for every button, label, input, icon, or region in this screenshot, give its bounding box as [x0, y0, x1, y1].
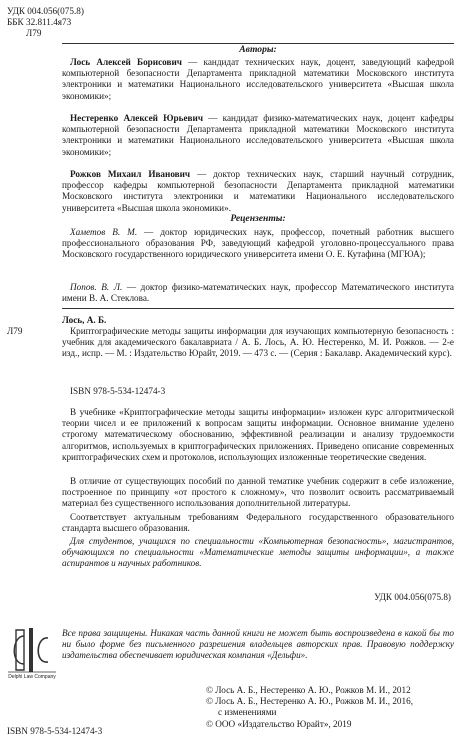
- reviewer-entry-2: [62, 282, 454, 304]
- bbk-code: ББК 32.811.4я73: [7, 17, 72, 27]
- reviewer-desc: — доктор юридических наук, профессор, почетный работник высшего профессионального образования РФ, заведующий кафедрой уголовно-процессуального права Московского государственного юридического университета имени О. Е. Кутафина (МГЮА);: [62, 227, 454, 260]
- biblio-code: Л79: [7, 326, 23, 336]
- author-sign: Л79: [26, 28, 42, 38]
- classification-codes: [7, 6, 84, 39]
- delphi-logo: [6, 624, 58, 684]
- biblio-description: Криптографические методы защиты информации для изучающих компьютерную безопасность : учебник для академического бакалавриата / А. Б. Лось, А. Ю. Нестеренко, М. И. Рожков. — 2-е изд., испр. — М. : Издательство Юрайт, 2019. — 473 с. — (Серия : Бакалавр. Академический курс).: [62, 326, 454, 359]
- author-entry-3: [62, 169, 454, 214]
- udk-bottom: УДК 004.056(075.8): [374, 592, 451, 602]
- copyright-line: с изменениями: [218, 707, 277, 718]
- middle-rule: [62, 308, 454, 309]
- biblio-isbn: ISBN 978-5-534-12474-3: [70, 386, 166, 396]
- reviewer-name: Хаметов В. М.: [70, 227, 138, 237]
- abstract-paragraph-3: Соответствует актуальным требованиям Федерального государственного образовательного стандарта высшего образования.: [62, 512, 454, 534]
- reviewer-name: Попов. В. Л.: [70, 282, 123, 292]
- logo-caption: Delphi Law Company: [8, 674, 56, 680]
- udk-code: УДК 004.056(075.8): [7, 6, 84, 16]
- author-entry-2: [62, 113, 454, 158]
- rights-notice: Все права защищены. Никакая часть данной книги не может быть воспроизведена в какой бы то ни было форме без письменного разрешения владельцев авторских прав. Правовую поддержку издательства обеспечивает юридическая компания «Дельфи».: [62, 628, 454, 661]
- author-name: Рожков Михаил Иванович: [70, 169, 191, 179]
- abstract-audience: Для студентов, учащихся по специальности «Компьютерная безопасность», магистрантов, обучающихся по специальности «Математические методы защиты информации», а также аспирантов и научных работников.: [62, 536, 454, 569]
- reviewers-title: Рецензенты:: [230, 213, 286, 224]
- isbn-bottom: ISBN 978-5-534-12474-3: [7, 726, 103, 736]
- authors-title: Авторы:: [239, 44, 277, 55]
- author-name: Лось Алексей Борисович: [70, 57, 182, 67]
- reviewer-entry-1: [62, 227, 454, 261]
- author-desc: — кандидат физико-математических наук, доцент кафедры компьютерной безопасности Департамента прикладной математики Московского института электроники и математики Национального исследовательского университета «Высшая школа экономики»;: [62, 113, 454, 157]
- copyright-line: © Лось А. Б., Нестеренко А. Ю., Рожков М. И., 2012: [206, 685, 411, 695]
- copyright-line: © ООО «Издательство Юрайт», 2019: [206, 718, 352, 729]
- biblio-author: Лось, А. Б.: [62, 315, 107, 325]
- author-desc: — доктор технических наук, старший научный сотрудник, профессор кафедры компьютерной безопасности Департамента прикладной математики Московского института электроники и математики Национального исследовательского университета «Высшая школа экономики».: [62, 169, 454, 213]
- abstract-paragraph-2: В отличие от существующих пособий по данной тематике учебник содержит в себе изложение, построенное по принципу «от простого к сложному», что позволит освоить рассматриваемый материал без существенного использования дополнительной литературы.: [62, 476, 454, 509]
- abstract-paragraph-1: В учебнике «Криптографические методы защиты информации» изложен курс алгоритмической теории чисел и ее приложений к вопросам защиты информации. Основное внимание уделено строгому математическому обоснованию, эффективной реализации и анализу трудоемкости алгоритмов, используемых в криптографических приложениях. Приведено описание современных криптографических схем и протоколов, использующих изложенные теоретические сведения.: [62, 407, 454, 462]
- copyright-line: © Лось А. Б., Нестеренко А. Ю., Рожков М. И., 2016,: [206, 696, 413, 707]
- copyright-block: [206, 685, 456, 730]
- author-entry-1: [62, 57, 454, 102]
- author-name: Нестеренко Алексей Юрьевич: [70, 113, 203, 123]
- reviewer-desc: — доктор физико-математических наук, профессор Математического института имени В. А. Стеклова.: [62, 282, 454, 304]
- author-desc: — кандидат технических наук, доцент, заведующий кафедрой компьютерной безопасности Департамента прикладной математики Московского института электроники и математики Национального исследовательского университета «Высшая школа экономики»;: [62, 57, 455, 101]
